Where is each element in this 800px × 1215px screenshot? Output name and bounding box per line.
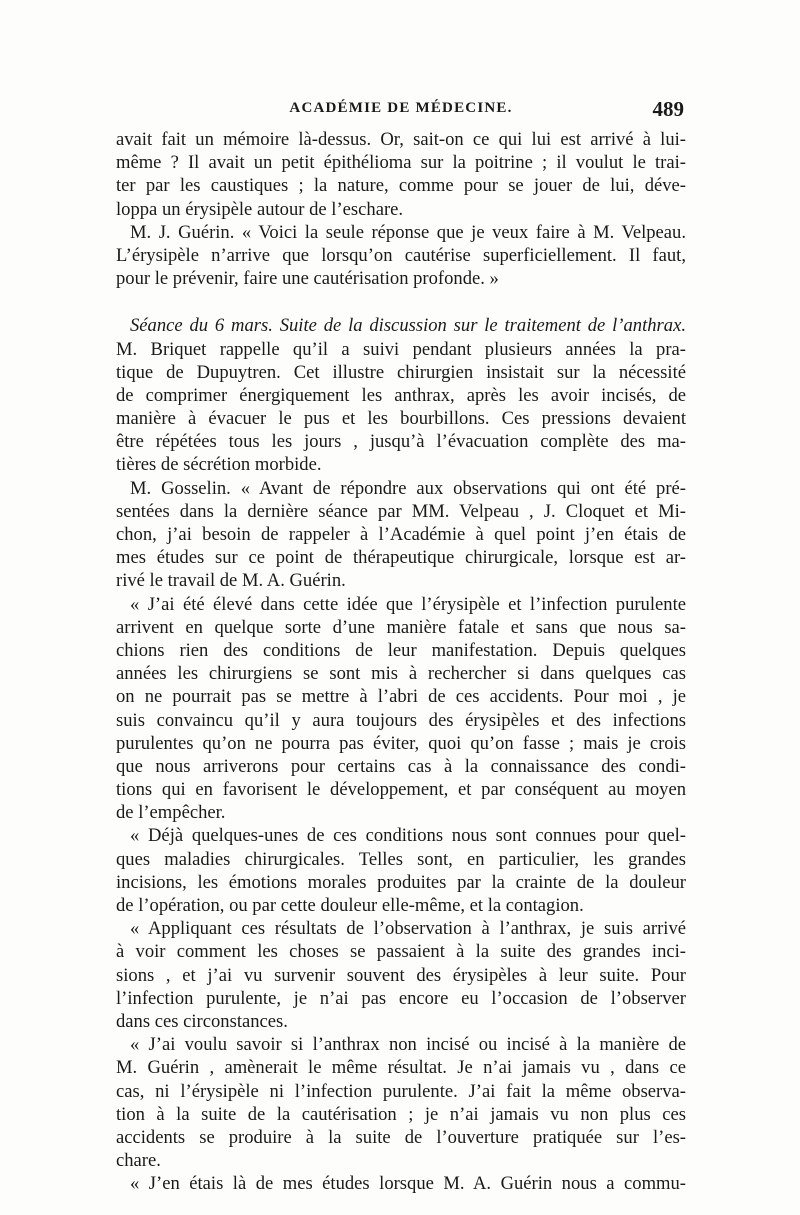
text-line: de l’empêcher. (116, 802, 226, 824)
text-line: avait fait un mémoire là-dessus. Or, sait-on ce qui lui est arrivé à lui- (116, 129, 686, 150)
text-line: années les chirurgiens se sont mis à rechercher si dans quelques cas (116, 663, 686, 685)
text-line: tion à la suite de la cautérisation ; je n’ai jamais vu non plus ces (116, 1103, 686, 1125)
text-line: dans ces circonstances. (116, 1010, 288, 1032)
text-line: on ne pourrait pas se mettre à l’abri de ces accidents. Pour moi , je (116, 686, 686, 708)
text-line: pour le prévenir, faire une cautérisation profonde. » (116, 268, 499, 290)
text-line: chare. (116, 1150, 161, 1172)
text-line: ter par les caustiques ; la nature, comme pour se jouer de lui, déve- (116, 175, 686, 197)
text-line: M. Gosselin. « Avant de répondre aux observations qui ont été pré- (130, 477, 686, 499)
text-line: « J’ai voulu savoir si l’anthrax non incisé ou incisé à la manière de (130, 1034, 686, 1056)
section-heading: Séance du 6 mars. Suite de la discussion sur le traitement de l’anthrax. (130, 315, 686, 337)
page-number: 489 (652, 97, 684, 121)
text-line: « Déjà quelques-unes de ces conditions nous sont connues pour quel- (130, 825, 686, 847)
text-line: accidents se produire à la suite de l’ouverture pratiquée sur l’es- (116, 1126, 686, 1148)
text-line: suis convaincu qu’il y aura toujours des érysipèles et des infections (116, 709, 686, 731)
text-line: L’érysipèle n’arrive que lorsqu’on cautérise superficiellement. Il faut, (116, 244, 686, 266)
text-line: que nous arriverons pour certains cas à la connaissance des condi- (116, 755, 686, 777)
text-line: sions , et j’ai vu survenir souvent des érysipèles à leur suite. Pour (116, 964, 686, 986)
text-line: M. Guérin , amènerait le même résultat. Je n’ai jamais vu , dans ce (116, 1057, 686, 1079)
text-line: tique de Dupuytren. Cet illustre chirurgien insistait sur la nécessité (116, 361, 686, 383)
text-line: mes études sur ce point de thérapeutique chirurgicale, lorsque est ar- (116, 547, 686, 569)
text-line: chon, j’ai besoin de rappeler à l’Académie à quel point j’en étais de (116, 524, 686, 545)
text-line: l’infection purulente, je n’ai pas encore eu l’occasion de l’observer (116, 987, 686, 1009)
text-line: loppa un érysipèle autour de l’eschare. (116, 198, 404, 220)
text-line: chions rien des conditions de leur manifestation. Depuis quelques (116, 639, 686, 661)
text-line: M. J. Guérin. « Voici la seule réponse que je veux faire à M. Velpeau. (130, 221, 686, 243)
text-line: « J’ai été élevé dans cette idée que l’érysipèle et l’infection purulente (130, 593, 686, 615)
text-line: « Appliquant ces résultats de l’observation à l’anthrax, je suis arrivé (130, 918, 686, 940)
text-line: être répétées tous les jours , jusqu’à l’évacuation complète des ma- (116, 431, 686, 453)
text-line: de comprimer énergiquement les anthrax, après les avoir incisés, de (116, 384, 686, 406)
text-line: incisions, les émotions morales produites par la crainte de la douleur (116, 871, 686, 893)
text-line: sentées dans la dernière séance par MM. Velpeau , J. Cloquet et Mi- (116, 500, 686, 522)
running-title: ACADÉMIE DE MÉDECINE. (289, 100, 513, 116)
text-line: tières de sécrétion morbide. (116, 454, 322, 476)
text-body (116, 128, 686, 1195)
text-line: ques maladies chirurgicales. Telles sont, en particulier, les grandes (116, 848, 686, 870)
text-line: purulentes qu’on ne pourra pas éviter, quoi qu’on fasse ; mais je crois (116, 732, 686, 754)
text-line: cas, ni l’érysipèle ni l’infection purulente. J’ai fait la même observa- (116, 1080, 686, 1102)
text-line: de l’opération, ou par cette douleur elle-même, et la contagion. (116, 895, 584, 916)
section-gap (116, 290, 686, 314)
text-line: M. Briquet rappelle qu’il a suivi pendant plusieurs années la pra- (116, 338, 686, 360)
text-line: même ? Il avait un petit épithélioma sur la poitrine ; il voulut le trai- (116, 152, 686, 174)
text-line: « J’en étais là de mes études lorsque M. A. Guérin nous a commu- (130, 1173, 686, 1195)
text-line: tions qui en favorisent le développement, et par conséquent au moyen (116, 779, 686, 801)
text-line: arrivent en quelque sorte d’une manière fatale et sans que nous sa- (116, 616, 686, 638)
text-line: manière à évacuer le pus et les bourbillons. Ces pressions devaient (116, 408, 686, 430)
running-head (116, 97, 686, 123)
text-line: rivé le travail de M. A. Guérin. (116, 570, 346, 592)
text-line: à voir comment les choses se passaient à la suite des grandes inci- (116, 941, 686, 963)
